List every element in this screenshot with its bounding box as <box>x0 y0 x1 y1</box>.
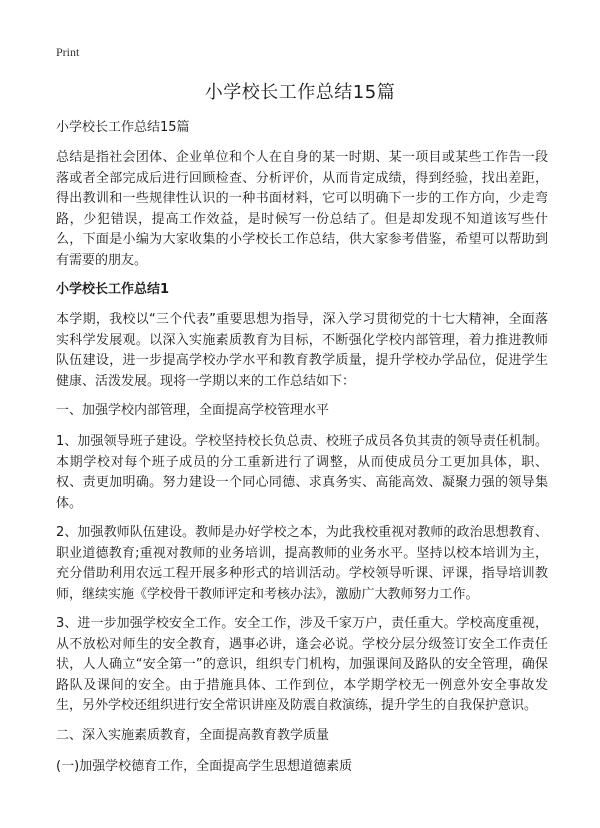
part-heading: 一、加强学校内部管理，全面提高学校管理水平 <box>56 403 330 418</box>
intro-paragraph: 总结是指社会团体、企业单位和个人在自身的某一时期、某一项目或某些工作告一段落或者全部完成后进行回顾检查、分析评价，从而肯定成绩，得到经验，找出差距，得出教训和一些规律性认识的一种书面材料，它可以明确下一步的工作方向，少走弯路，少犯错误，提高工作效益，是时候写一份总结了。但是却发现不知道该写些什么，下面是小编为大家收集的小学校长工作总结，供大家参考借鉴，希望可以帮助到有需要的朋友。 <box>56 150 548 268</box>
print-link[interactable]: Print <box>56 45 80 59</box>
section-intro-paragraph: 本学期，我校以“三个代表”重要思想为指导，深入学习贯彻党的十七大精神，全面落实科学发展观。以深入实施素质教育为目标，不断强化学校内部管理，着力推进教师队伍建设，进一步提高学校办学水平和教育教学质量，提升学校办学品位，促进学生健康、活泼发展。现将一学期以来的工作总结如下： <box>56 312 548 389</box>
list-item-paragraph: 3、进一步加强学校安全工作。安全工作，涉及千家万户，责任重大。学校高度重视，从不放松对师生的安全教育，遇事必讲，逢会必说。学校分层分级签订安全工作责任状，人人确立“安全第一”的意识，组织专门机构，加强课间及路队的安全管理，确保路队及课间的安全。由于措施具体、工作到位，本学期学校无一例意外安全事故发生，另外学校还组织进行安全常识讲座及防震自救演练，提升学生的自我保护意识。 <box>56 616 548 713</box>
section-heading: 小学校长工作总结1 <box>56 282 170 297</box>
document-subtitle: 小学校长工作总结15篇 <box>56 120 190 135</box>
subsection-heading: (一)加强学校德育工作，全面提高学生思想道德素质 <box>56 758 353 774</box>
part-heading: 二、深入实施素质教育，全面提高教育教学质量 <box>56 727 330 743</box>
list-item-paragraph: 2、加强教师队伍建设。教师是办好学校之本，为此我校重视对教师的政治思想教育、职业道德教育;重视对教师的业务培训，提高教师的业务水平。坚持以校本培训为主，充分借助利用农远工程开展多种形式的培训活动。学校领导听课、评课，指导培训教师，继续实施《学校骨干教师评定和考核办法》，激励广大教师努力工作。 <box>56 525 548 602</box>
document-body <box>56 118 548 788</box>
document-title: 小学校长工作总结15篇 <box>204 82 396 103</box>
list-item-paragraph: 1、加强领导班子建设。学校坚持校长负总责、校班子成员各负其责的领导责任机制。本期学校对每个班子成员的分工重新进行了调整，从而使成员分工更加具体，职、权、责更加明确。努力建设一个同心同德、求真务实、高能高效、凝聚力强的领导集体。 <box>56 434 548 511</box>
